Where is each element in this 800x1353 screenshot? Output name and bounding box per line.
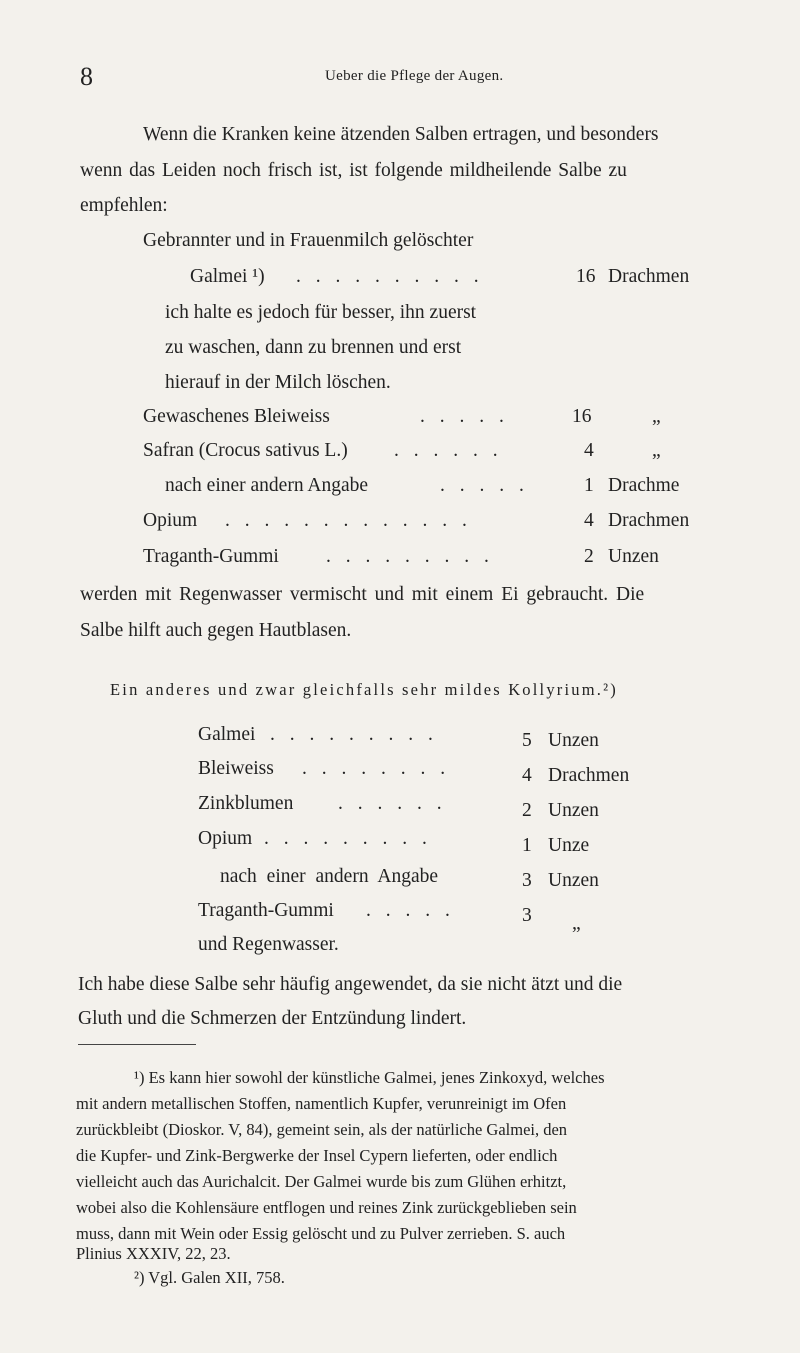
footnote-line: wobei also die Kohlensäure entflogen und reines Zink zurückgeblieben sein [76, 1198, 577, 1217]
recipe1-ingredient-qty: 16 [572, 406, 592, 427]
recipe2-ingredient-name: Traganth-Gummi [198, 900, 334, 921]
leader-dots: . . . . . . [338, 793, 447, 814]
footnote-line: mit andern metallischen Stoffen, namentlich Kupfer, verunreinigt im Ofen [76, 1094, 567, 1113]
recipe2-heading: Ein anderes und zwar gleichfalls sehr mildes Kollyrium.²) [110, 680, 618, 699]
footnote-line: ¹) Es kann hier sowohl der künstliche Galmei, jenes Zinkoxyd, welches [134, 1068, 605, 1087]
recipe2-ingredient-unit: Unzen [548, 730, 599, 751]
footnote-line: zurückbleibt (Dioskor. V, 84), gemeint sein, als der natürliche Galmei, den [76, 1120, 568, 1139]
leader-dots: . . . . . . . . . . . . . [225, 510, 472, 531]
recipe2-ingredient-unit: Unzen [548, 870, 599, 891]
recipe2-ingredient-qty: 4 [522, 765, 532, 786]
recipe2-ingredient-unit: Drachmen [548, 765, 630, 786]
intro-line: empfehlen: [80, 195, 168, 216]
footnote-line: muss, dann mit Wein oder Essig gelöscht und zu Pulver zerrieben. S. auch [76, 1224, 566, 1243]
recipe1-ingredient-unit: Drachmen [608, 266, 690, 287]
recipe1-closing-line: Salbe hilft auch gegen Hautblasen. [80, 620, 352, 641]
page-number: 8 [80, 62, 93, 91]
recipe2-ingredient-name: Bleiweiss [198, 758, 274, 779]
leader-dots: . . . . . . . . . [270, 724, 438, 745]
recipe1-lead: Gebrannter und in Frauenmilch gelöschter [143, 230, 474, 251]
recipe2-ingredient-name: Opium [198, 828, 253, 849]
recipe2-ingredient-qty: 2 [522, 800, 532, 821]
recipe2-tail: und Regenwasser. [198, 934, 339, 955]
recipe1-note-line: zu waschen, dann zu brennen und erst [165, 337, 462, 358]
footnote-line: vielleicht auch das Aurichalcit. Der Galmei wurde bis zum Glühen erhitzt, [76, 1172, 567, 1191]
page-header [80, 62, 760, 92]
recipe2-ingredient-qty: 3 [522, 905, 532, 926]
leader-dots: . . . . . [440, 475, 529, 496]
recipe1-ingredient-name: Gewaschenes Bleiweiss [143, 406, 330, 427]
recipe1-ingredient-unit: Unzen [608, 546, 659, 567]
leader-dots: . . . . . [420, 406, 509, 427]
recipe2-ingredient-unit: „ [572, 913, 581, 934]
running-title: Ueber die Pflege der Augen. [325, 68, 504, 84]
recipe2-ingredient-name: nach einer andern Angabe [220, 866, 439, 887]
footnote-line: ²) Vgl. Galen XII, 758. [134, 1268, 285, 1287]
recipe1-ingredient-qty: 2 [584, 546, 594, 567]
recipe1-ingredient-name: Galmei ¹) [190, 266, 265, 287]
leader-dots: . . . . . . . . . [264, 828, 432, 849]
recipe2-closing-line: Ich habe diese Salbe sehr häufig angewendet, da sie nicht ätzt und die [78, 974, 623, 995]
recipe2-ingredient-qty: 1 [522, 835, 532, 856]
recipe1-ingredient-qty: 1 [584, 475, 594, 496]
recipe2-ingredient-qty: 3 [522, 870, 532, 891]
recipe2-ingredient-unit: Unze [548, 835, 590, 856]
recipe1-note-line: ich halte es jedoch für besser, ihn zuerst [165, 302, 477, 323]
intro-line: Wenn die Kranken keine ätzenden Salben ertragen, und besonders [143, 124, 659, 145]
recipe1-ingredient-unit: „ [652, 440, 661, 461]
leader-dots: . . . . . [366, 900, 455, 921]
recipe2-ingredient-qty: 5 [522, 730, 532, 751]
recipe1-ingredient-qty: 4 [584, 440, 594, 461]
recipe2-ingredient-name: Zinkblumen [198, 793, 294, 814]
recipe2-closing-line: Gluth und die Schmerzen der Entzündung lindert. [78, 1008, 467, 1029]
recipe1-ingredient-name: nach einer andern Angabe [165, 475, 369, 496]
recipe1-ingredient-unit: Drachme [608, 475, 680, 496]
recipe1-ingredient-name: Traganth-Gummi [143, 546, 279, 567]
leader-dots: . . . . . . . . . [326, 546, 494, 567]
recipe1-closing-line: werden mit Regenwasser vermischt und mit einem Ei gebraucht. Die [80, 584, 645, 605]
footnote-line: Plinius XXXIV, 22, 23. [76, 1244, 231, 1263]
leader-dots: . . . . . . . . [302, 758, 451, 779]
recipe1-note-line: hierauf in der Milch löschen. [165, 372, 391, 393]
recipe1-ingredient-name: Opium [143, 510, 198, 531]
recipe1-ingredient-qty: 16 [576, 266, 596, 287]
leader-dots: . . . . . . [394, 440, 503, 461]
leader-dots: . . . . . . . . . . [296, 266, 484, 287]
recipe1-ingredient-qty: 4 [584, 510, 594, 531]
recipe1-ingredient-unit: Drachmen [608, 510, 690, 531]
footnote-line: die Kupfer- und Zink-Bergwerke der Insel Cypern lieferten, oder endlich [76, 1146, 558, 1165]
footnote-rule [78, 1044, 196, 1045]
recipe1-ingredient-unit: „ [652, 406, 661, 427]
recipe2-ingredient-name: Galmei [198, 724, 256, 745]
recipe1-ingredient-name: Safran (Crocus sativus L.) [143, 440, 348, 461]
intro-line: wenn das Leiden noch frisch ist, ist folgende mildheilende Salbe zu [80, 160, 627, 181]
recipe2-ingredient-unit: Unzen [548, 800, 599, 821]
